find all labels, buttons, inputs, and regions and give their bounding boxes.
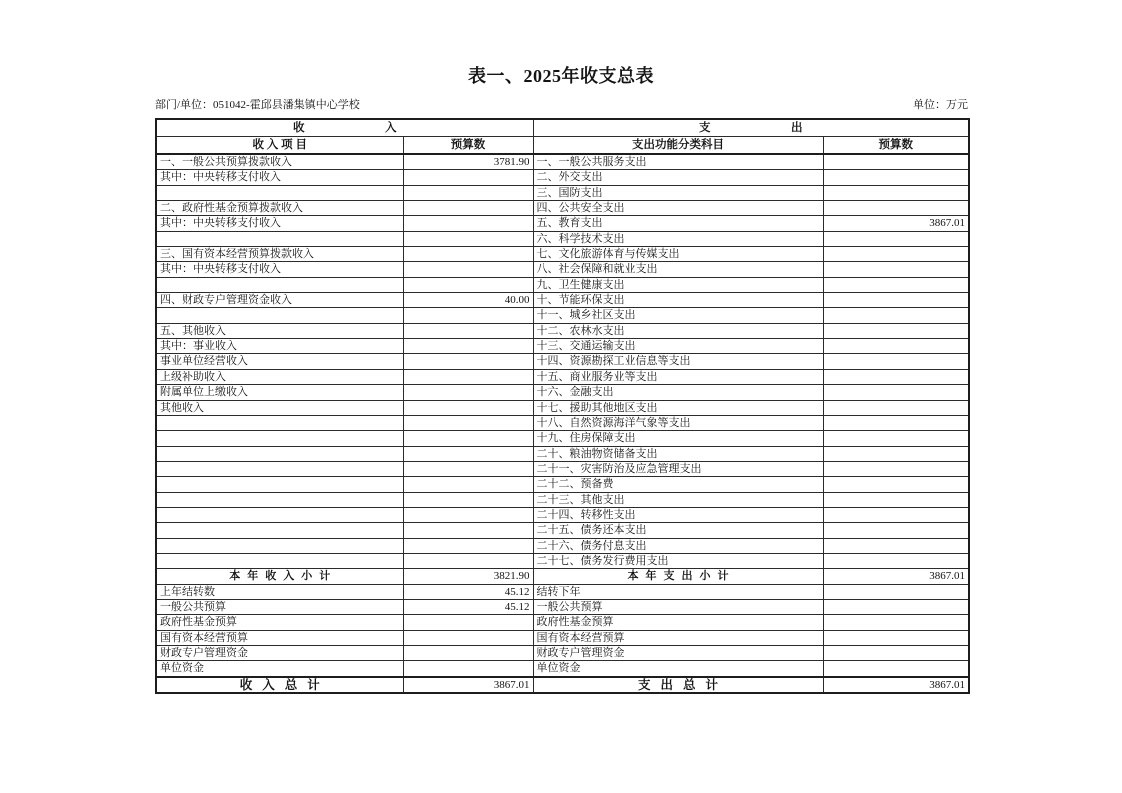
income-item-cell: 财政专户管理资金 xyxy=(156,646,403,661)
expense-budget-cell xyxy=(823,553,969,568)
income-item-cell: 收入总计 xyxy=(156,677,403,693)
table-row xyxy=(156,354,969,369)
table-row xyxy=(156,277,969,292)
expense-budget-cell xyxy=(823,369,969,384)
income-budget-cell xyxy=(403,446,533,461)
expense-section-header: 支 出 xyxy=(533,119,969,137)
column-header-row xyxy=(156,137,969,155)
expense-budget-cell: 3867.01 xyxy=(823,677,969,693)
table-row xyxy=(156,477,969,492)
income-budget-cell: 45.12 xyxy=(403,599,533,614)
expense-budget-cell xyxy=(823,293,969,308)
expense-item-cell: 十八、自然资源海洋气象等支出 xyxy=(533,415,823,430)
meta-row xyxy=(155,99,968,112)
income-item-cell xyxy=(156,277,403,292)
expense-item-cell: 二十七、债务发行费用支出 xyxy=(533,553,823,568)
expense-item-cell: 十三、交通运输支出 xyxy=(533,339,823,354)
expense-budget-cell: 3867.01 xyxy=(823,569,969,584)
income-budget-cell xyxy=(403,415,533,430)
income-budget-cell: 3781.90 xyxy=(403,154,533,170)
expense-budget-cell xyxy=(823,231,969,246)
income-section-header: 收 入 xyxy=(156,119,533,137)
income-budget-cell xyxy=(403,431,533,446)
expense-item-cell: 十二、农林水支出 xyxy=(533,323,823,338)
table-row xyxy=(156,461,969,476)
expense-item-cell: 二十、粮油物资储备支出 xyxy=(533,446,823,461)
expense-budget-cell xyxy=(823,354,969,369)
income-budget-cell xyxy=(403,400,533,415)
expense-item-cell: 支出总计 xyxy=(533,677,823,693)
income-item-cell xyxy=(156,507,403,522)
column-header-expense-item: 支出功能分类科目 xyxy=(533,137,823,155)
income-item-cell: 国有资本经营预算 xyxy=(156,630,403,645)
income-budget-cell xyxy=(403,369,533,384)
table-row xyxy=(156,185,969,200)
income-budget-cell: 3867.01 xyxy=(403,677,533,693)
income-budget-cell: 45.12 xyxy=(403,584,533,599)
expense-budget-cell xyxy=(823,661,969,677)
income-budget-cell xyxy=(403,553,533,568)
income-budget-cell xyxy=(403,339,533,354)
table-row xyxy=(156,584,969,599)
expense-budget-cell xyxy=(823,446,969,461)
expense-item-cell: 十、节能环保支出 xyxy=(533,293,823,308)
expense-item-cell: 十一、城乡社区支出 xyxy=(533,308,823,323)
table-row xyxy=(156,308,969,323)
income-budget-cell xyxy=(403,170,533,185)
income-item-cell: 其中：中央转移支付收入 xyxy=(156,216,403,231)
expense-item-cell: 二十五、债务还本支出 xyxy=(533,523,823,538)
expense-item-cell: 结转下年 xyxy=(533,584,823,599)
expense-item-cell: 二十一、灾害防治及应急管理支出 xyxy=(533,461,823,476)
department-unit-label: 部门/单位：051042-霍邱县潘集镇中心学校 xyxy=(155,99,360,111)
expense-item-cell: 七、文化旅游体育与传媒支出 xyxy=(533,247,823,262)
expense-budget-cell xyxy=(823,170,969,185)
expense-item-cell: 一般公共预算 xyxy=(533,599,823,614)
income-item-cell xyxy=(156,415,403,430)
expense-item-cell: 八、社会保障和就业支出 xyxy=(533,262,823,277)
income-item-cell: 其中：事业收入 xyxy=(156,339,403,354)
expense-item-cell: 十六、金融支出 xyxy=(533,385,823,400)
expense-item-cell: 二十二、预备费 xyxy=(533,477,823,492)
income-item-cell: 其他收入 xyxy=(156,400,403,415)
expense-budget-cell xyxy=(823,477,969,492)
income-item-cell xyxy=(156,492,403,507)
expense-item-cell: 十四、资源勘探工业信息等支出 xyxy=(533,354,823,369)
table-row xyxy=(156,599,969,614)
expense-item-cell: 九、卫生健康支出 xyxy=(533,277,823,292)
income-item-cell xyxy=(156,538,403,553)
income-budget-cell xyxy=(403,262,533,277)
budget-summary-table xyxy=(155,118,970,694)
income-item-cell: 政府性基金预算 xyxy=(156,615,403,630)
column-header-income-budget: 预算数 xyxy=(403,137,533,155)
expense-item-cell: 本年支出小计 xyxy=(533,569,823,584)
expense-item-cell: 三、国防支出 xyxy=(533,185,823,200)
expense-budget-cell xyxy=(823,323,969,338)
table-row xyxy=(156,323,969,338)
expense-item-cell: 十七、援助其他地区支出 xyxy=(533,400,823,415)
income-item-cell: 三、国有资本经营预算拨款收入 xyxy=(156,247,403,262)
expense-budget-cell xyxy=(823,599,969,614)
expense-item-cell: 一、一般公共服务支出 xyxy=(533,154,823,170)
table-row xyxy=(156,293,969,308)
income-budget-cell xyxy=(403,523,533,538)
table-row xyxy=(156,247,969,262)
income-item-cell: 四、财政专户管理资金收入 xyxy=(156,293,403,308)
page-title: 表一、2025年收支总表 xyxy=(468,66,654,86)
expense-budget-cell xyxy=(823,154,969,170)
expense-item-cell: 十五、商业服务业等支出 xyxy=(533,369,823,384)
income-budget-cell xyxy=(403,507,533,522)
income-item-cell xyxy=(156,185,403,200)
expense-budget-cell xyxy=(823,523,969,538)
expense-item-cell: 二十四、转移性支出 xyxy=(533,507,823,522)
expense-item-cell: 四、公共安全支出 xyxy=(533,201,823,216)
income-item-cell: 单位资金 xyxy=(156,661,403,677)
income-item-cell xyxy=(156,431,403,446)
table-row xyxy=(156,339,969,354)
table-row xyxy=(156,201,969,216)
table-row xyxy=(156,553,969,568)
expense-budget-cell: 3867.01 xyxy=(823,216,969,231)
income-budget-cell xyxy=(403,231,533,246)
expense-budget-cell xyxy=(823,308,969,323)
expense-budget-cell xyxy=(823,201,969,216)
expense-budget-cell xyxy=(823,400,969,415)
table-row xyxy=(156,400,969,415)
income-item-cell: 本年收入小计 xyxy=(156,569,403,584)
table-row xyxy=(156,569,969,584)
expense-item-cell: 六、科学技术支出 xyxy=(533,231,823,246)
expense-budget-cell xyxy=(823,415,969,430)
expense-item-cell: 二十三、其他支出 xyxy=(533,492,823,507)
expense-budget-cell xyxy=(823,262,969,277)
income-budget-cell xyxy=(403,615,533,630)
expense-budget-cell xyxy=(823,431,969,446)
table-row xyxy=(156,507,969,522)
expense-budget-cell xyxy=(823,277,969,292)
table-row xyxy=(156,646,969,661)
expense-budget-cell xyxy=(823,630,969,645)
table-row xyxy=(156,231,969,246)
table-row xyxy=(156,615,969,630)
table-row xyxy=(156,154,969,170)
expense-item-cell: 政府性基金预算 xyxy=(533,615,823,630)
income-budget-cell xyxy=(403,630,533,645)
income-budget-cell xyxy=(403,201,533,216)
income-budget-cell xyxy=(403,247,533,262)
table-row xyxy=(156,385,969,400)
expense-item-cell: 财政专户管理资金 xyxy=(533,646,823,661)
table-row xyxy=(156,677,969,693)
expense-budget-cell xyxy=(823,385,969,400)
income-item-cell: 一般公共预算 xyxy=(156,599,403,614)
expense-item-cell: 十九、住房保障支出 xyxy=(533,431,823,446)
income-budget-cell xyxy=(403,477,533,492)
unit-of-measure-label: 单位：万元 xyxy=(913,99,968,111)
income-item-cell xyxy=(156,446,403,461)
column-header-income-item: 收 入 项 目 xyxy=(156,137,403,155)
section-header-row xyxy=(156,119,969,137)
table-row xyxy=(156,538,969,553)
expense-item-cell: 五、教育支出 xyxy=(533,216,823,231)
expense-budget-cell xyxy=(823,507,969,522)
income-budget-cell: 3821.90 xyxy=(403,569,533,584)
income-budget-cell xyxy=(403,216,533,231)
table-row xyxy=(156,216,969,231)
income-item-cell: 五、其他收入 xyxy=(156,323,403,338)
income-item-cell: 上级补助收入 xyxy=(156,369,403,384)
table-row xyxy=(156,661,969,677)
expense-budget-cell xyxy=(823,339,969,354)
income-budget-cell xyxy=(403,323,533,338)
column-header-expense-budget: 预算数 xyxy=(823,137,969,155)
table-row xyxy=(156,369,969,384)
table-row xyxy=(156,446,969,461)
table-row xyxy=(156,492,969,507)
income-budget-cell xyxy=(403,538,533,553)
expense-budget-cell xyxy=(823,584,969,599)
income-item-cell: 上年结转数 xyxy=(156,584,403,599)
expense-budget-cell xyxy=(823,538,969,553)
expense-item-cell: 二、外交支出 xyxy=(533,170,823,185)
table-row xyxy=(156,630,969,645)
income-item-cell xyxy=(156,477,403,492)
income-budget-cell: 40.00 xyxy=(403,293,533,308)
income-budget-cell xyxy=(403,461,533,476)
expense-budget-cell xyxy=(823,492,969,507)
table-row xyxy=(156,523,969,538)
expense-item-cell: 单位资金 xyxy=(533,661,823,677)
income-item-cell: 事业单位经营收入 xyxy=(156,354,403,369)
income-budget-cell xyxy=(403,492,533,507)
expense-item-cell: 二十六、债务付息支出 xyxy=(533,538,823,553)
expense-budget-cell xyxy=(823,646,969,661)
income-item-cell xyxy=(156,523,403,538)
income-budget-cell xyxy=(403,185,533,200)
income-item-cell: 附属单位上缴收入 xyxy=(156,385,403,400)
expense-budget-cell xyxy=(823,185,969,200)
income-budget-cell xyxy=(403,646,533,661)
expense-budget-cell xyxy=(823,247,969,262)
income-item-cell: 二、政府性基金预算拨款收入 xyxy=(156,201,403,216)
income-item-cell: 一、一般公共预算拨款收入 xyxy=(156,154,403,170)
table-row xyxy=(156,431,969,446)
income-item-cell xyxy=(156,553,403,568)
income-item-cell: 其中：中央转移支付收入 xyxy=(156,262,403,277)
income-budget-cell xyxy=(403,308,533,323)
table-row xyxy=(156,415,969,430)
income-budget-cell xyxy=(403,385,533,400)
income-item-cell xyxy=(156,231,403,246)
income-budget-cell xyxy=(403,661,533,677)
income-budget-cell xyxy=(403,354,533,369)
expense-item-cell: 国有资本经营预算 xyxy=(533,630,823,645)
expense-budget-cell xyxy=(823,461,969,476)
table-row xyxy=(156,262,969,277)
table-row xyxy=(156,170,969,185)
income-item-cell xyxy=(156,308,403,323)
income-item-cell: 其中：中央转移支付收入 xyxy=(156,170,403,185)
income-budget-cell xyxy=(403,277,533,292)
expense-budget-cell xyxy=(823,615,969,630)
income-item-cell xyxy=(156,461,403,476)
